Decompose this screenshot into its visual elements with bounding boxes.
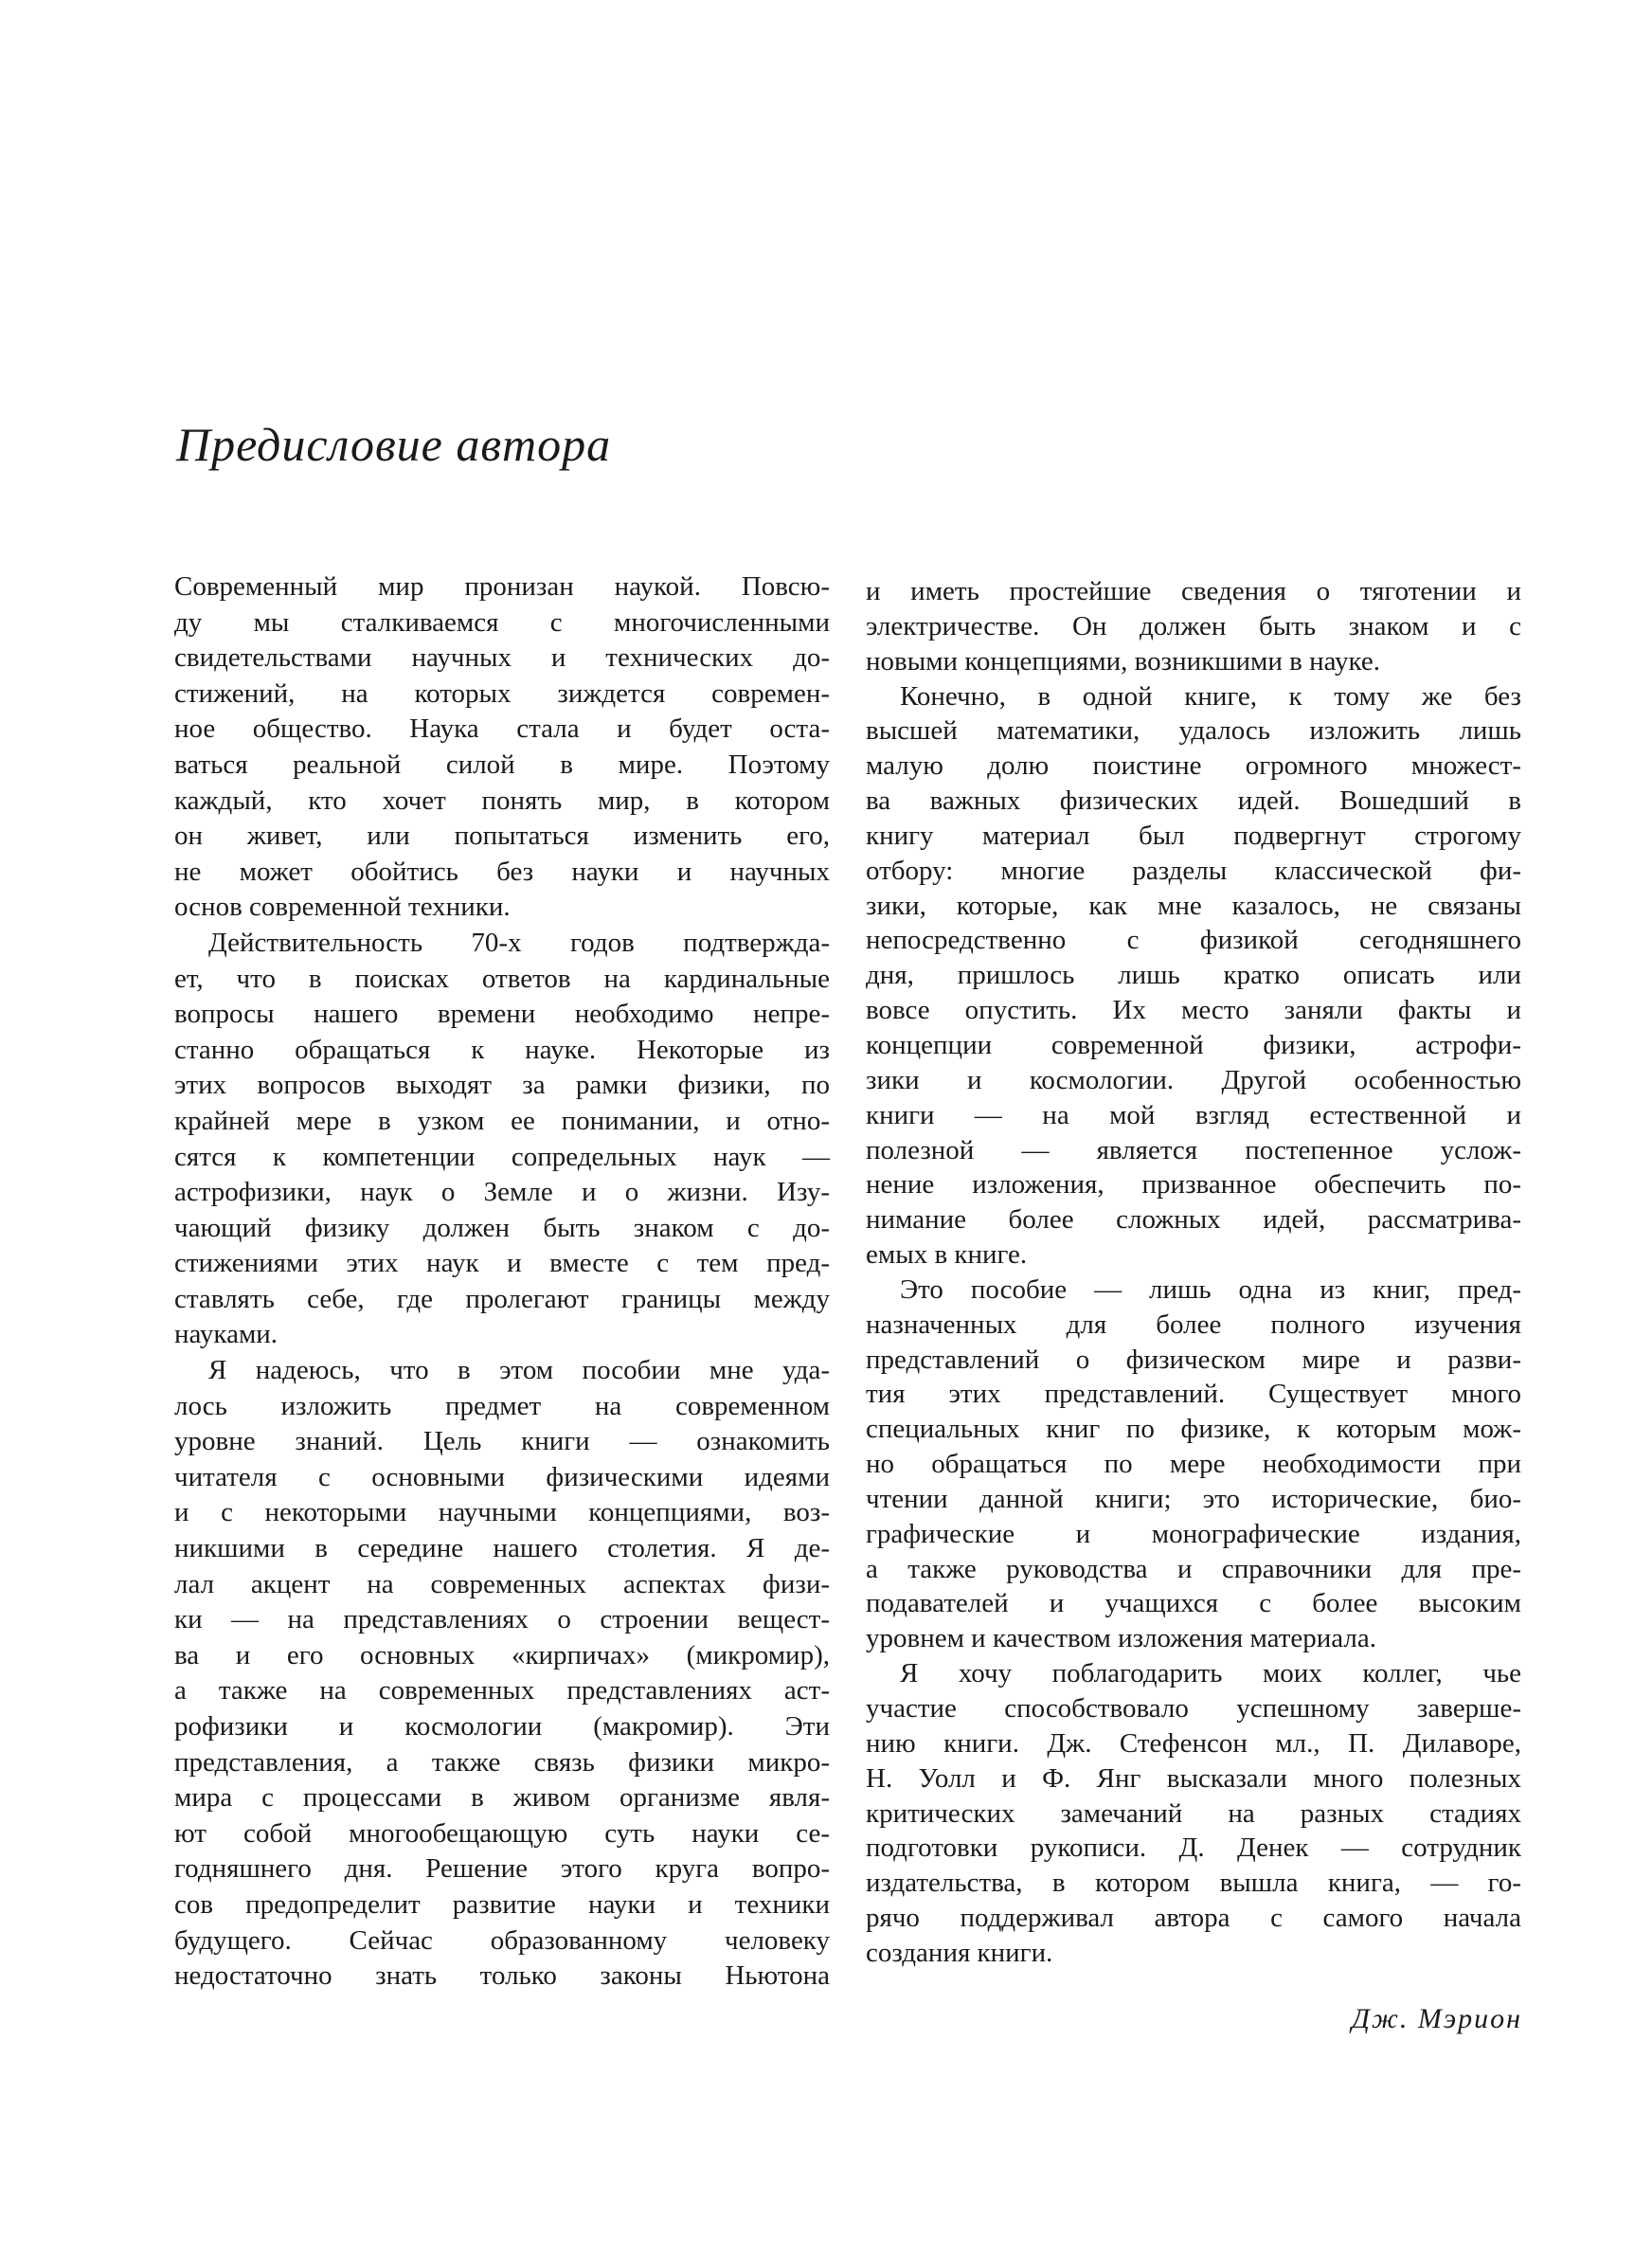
page-title: Предисловие автора xyxy=(176,418,612,471)
text-line: подготовки рукописи. Д. Денек — сотрудник xyxy=(866,1833,1521,1864)
text-line: Действительность 70-х годов подтвержда- xyxy=(208,927,830,958)
text-line: ду мы сталкиваемся с многочисленными xyxy=(174,606,830,638)
text-line: не может обойтись без науки и научных xyxy=(174,856,830,887)
text-line: каждый, кто хочет понять мир, в котором xyxy=(174,785,830,816)
text-line: ва и его основных «кирпичах» (микромир), xyxy=(174,1639,830,1670)
text-line: ва важных физических идей. Вошедший в xyxy=(866,785,1521,817)
text-line: сов предопределит развитие науки и техники xyxy=(174,1888,830,1920)
text-line: электричестве. Он должен быть знаком и с xyxy=(866,610,1521,641)
paragraph xyxy=(866,574,1521,679)
text-line: свидетельствами научных и технических до- xyxy=(174,642,830,674)
text-line: нию книги. Дж. Стефенсон мл., П. Дилаворе, xyxy=(866,1727,1521,1759)
text-line: ки — на представлениях о строении вещест- xyxy=(174,1604,830,1635)
paragraph xyxy=(174,1353,830,1995)
text-line: он живет, или попытаться изменить его, xyxy=(174,821,830,852)
paragraph xyxy=(174,926,830,1353)
text-line: сятся к компетенции сопредельных наук — xyxy=(174,1141,830,1172)
text-line: вовсе опустить. Их место заняли факты и xyxy=(866,995,1521,1026)
text-line: отбору: многие разделы классической фи- xyxy=(866,855,1521,886)
text-line: тия этих представлений. Существует много xyxy=(866,1379,1521,1410)
text-line: графические и монографические издания, xyxy=(866,1518,1521,1549)
text-line: книги — на мой взгляд естественной и xyxy=(866,1099,1521,1130)
text-line: специальных книг по физике, к которым мож- xyxy=(866,1414,1521,1445)
text-line: критических замечаний на разных стадиях xyxy=(866,1797,1521,1829)
text-line: непосредственно с физикой сегодняшнего xyxy=(866,925,1521,956)
text-line: создания книги. xyxy=(866,1937,1053,1968)
text-line: ное общество. Наука стала и будет оста- xyxy=(174,713,830,745)
text-line: крайней мере в узком ее понимании, и отно- xyxy=(174,1105,830,1136)
text-line: высшей математики, удалось изложить лишь xyxy=(866,715,1521,747)
text-line: зики и космологии. Другой особенностью xyxy=(866,1064,1521,1095)
text-line: концепции современной физики, астрофи- xyxy=(866,1029,1521,1060)
text-line: недостаточно знать только законы Ньютона xyxy=(174,1960,830,1992)
text-line: Современный мир пронизан наукой. Повсю- xyxy=(174,571,830,602)
paragraph xyxy=(866,1273,1521,1656)
text-line: участие способствовало успешному заверше- xyxy=(866,1693,1521,1724)
text-line: емых в книге. xyxy=(866,1239,1028,1271)
text-line: ставлять себе, где пролегают границы между xyxy=(174,1283,830,1314)
text-column-left xyxy=(174,569,830,1995)
text-line: ет, что в поисках ответов на кардинальные xyxy=(174,963,830,994)
text-line: чающий физику должен быть знаком с до- xyxy=(174,1212,830,1243)
text-line: годняшнего дня. Решение этого круга вопро- xyxy=(174,1853,830,1885)
text-line: и иметь простейшие сведения о тяготении и xyxy=(866,576,1521,606)
text-line: и с некоторыми научными концепциями, воз- xyxy=(174,1497,830,1528)
text-line: полезной — является постепенное услож- xyxy=(866,1134,1521,1165)
text-line: а также руководства и справочники для пре- xyxy=(866,1553,1521,1584)
text-line: Это пособие — лишь одна из книг, пред- xyxy=(900,1273,1521,1305)
text-line: Конечно, в одной книге, к тому же без xyxy=(900,680,1521,712)
text-line: назначенных для более полного изучения xyxy=(866,1309,1521,1340)
paragraph xyxy=(866,679,1521,1273)
text-line: дня, пришлось лишь кратко описать или xyxy=(866,960,1521,991)
text-line: читателя с основными физическими идеями xyxy=(174,1461,830,1492)
text-line: этих вопросов выходят за рамки физики, по xyxy=(174,1070,830,1101)
text-line: издательства, в котором вышла книга, — го- xyxy=(866,1868,1521,1899)
author-signature: Дж. Мэрион xyxy=(1351,2003,1522,2034)
text-line: а также на современных представлениях аст- xyxy=(174,1675,830,1706)
text-line: астрофизики, наук о Земле и о жизни. Изу- xyxy=(174,1177,830,1208)
text-line: подавателей и учащихся с более высоким xyxy=(866,1588,1521,1619)
text-line: станно обращаться к науке. Некоторые из xyxy=(174,1034,830,1065)
text-line: уровне знаний. Цель книги — ознакомить xyxy=(174,1426,830,1457)
text-line: рячо поддерживал автора с самого начала xyxy=(866,1903,1521,1934)
text-line: лось изложить предмет на современном xyxy=(174,1390,830,1421)
text-line: рофизики и космологии (макромир). Эти xyxy=(174,1711,830,1742)
text-line: Я надеюсь, что в этом пособии мне уда- xyxy=(208,1355,830,1386)
text-line: книгу материал был подвергнут строгому xyxy=(866,820,1521,851)
text-line: уровнем и качеством изложения материала. xyxy=(866,1623,1377,1654)
text-line: Я хочу поблагодарить моих коллег, чье xyxy=(900,1658,1521,1689)
text-line: ваться реальной силой в мире. Поэтому xyxy=(174,749,830,780)
text-column-right xyxy=(866,574,1521,1971)
text-line: чтении данной книги; это исторические, био- xyxy=(866,1483,1521,1514)
text-line: новыми концепциями, возникшими в науке. xyxy=(866,645,1381,677)
text-line: будущего. Сейчас образованному человеку xyxy=(174,1924,830,1956)
text-line: мира с процессами в живом организме явля- xyxy=(174,1782,830,1814)
text-line: представления, а также связь физики микро- xyxy=(174,1746,830,1778)
text-line: зики, которые, как мне казалось, не связаны xyxy=(866,890,1521,921)
paragraph xyxy=(866,1656,1521,1971)
text-line: нимание более сложных идей, рассматрива- xyxy=(866,1204,1521,1236)
text-line: стижений, на которых зиждется современ- xyxy=(174,677,830,709)
text-line: Н. Уолл и Ф. Янг высказали много полезных xyxy=(866,1762,1521,1794)
text-line: но обращаться по мере необходимости при xyxy=(866,1449,1521,1480)
text-line: стижениями этих наук и вместе с тем пред- xyxy=(174,1248,830,1279)
text-line: представлений о физическом мире и разви- xyxy=(866,1344,1521,1375)
text-line: никшими в середине нашего столетия. Я де- xyxy=(174,1533,830,1564)
text-line: лал акцент на современных аспектах физи- xyxy=(174,1568,830,1599)
text-line: вопросы нашего времени необходимо непре- xyxy=(174,999,830,1030)
text-line: основ современной техники. xyxy=(174,892,511,923)
text-line: науками. xyxy=(174,1319,278,1350)
text-line: малую долю поистине огромного множест- xyxy=(866,750,1521,782)
text-line: ют собой многообещающую суть науки се- xyxy=(174,1817,830,1849)
paragraph xyxy=(174,569,830,926)
text-line: нение изложения, призванное обеспечить по- xyxy=(866,1169,1521,1201)
